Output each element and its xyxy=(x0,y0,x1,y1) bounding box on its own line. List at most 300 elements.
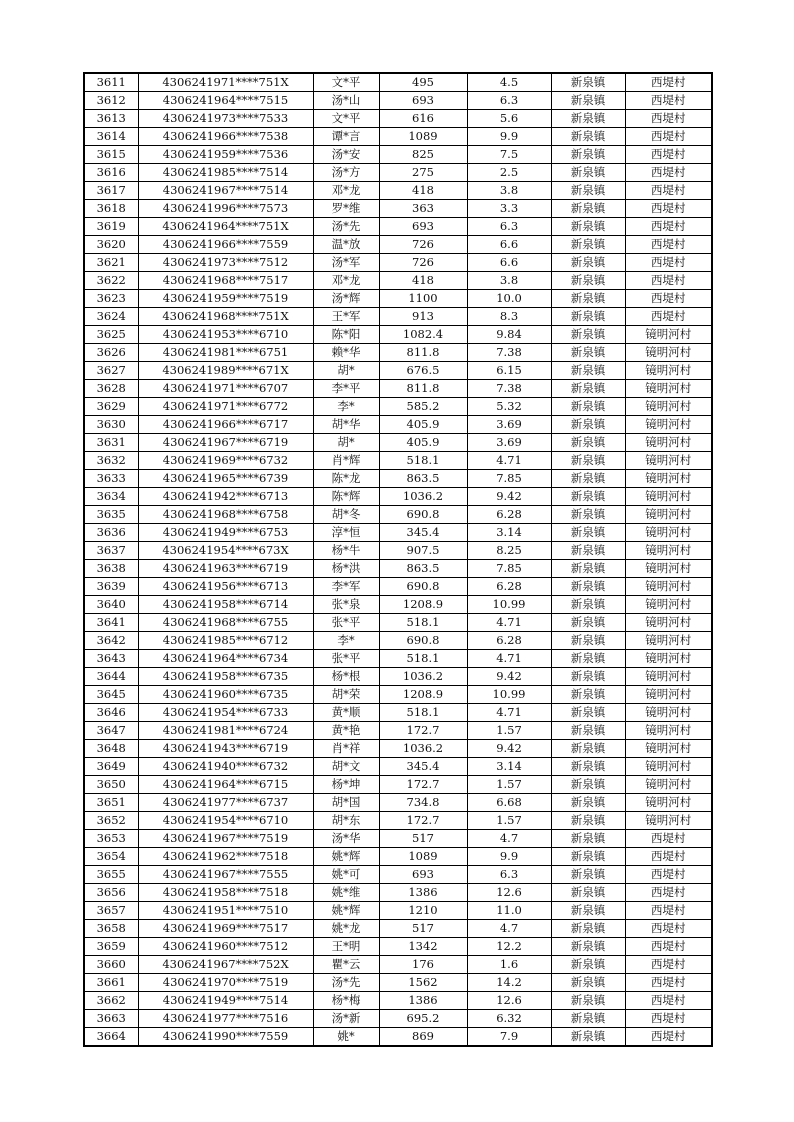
cell-person-name: 文*平 xyxy=(313,110,379,128)
cell-person-name: 杨*坤 xyxy=(313,776,379,794)
cell-person-name: 王*明 xyxy=(313,938,379,956)
cell-amount: 1208.9 xyxy=(379,686,467,704)
cell-village: 镜明河村 xyxy=(625,686,712,704)
cell-quantity: 4.71 xyxy=(467,452,551,470)
cell-person-name: 黄*顺 xyxy=(313,704,379,722)
table-row xyxy=(84,344,712,362)
cell-row-number: 3644 xyxy=(84,668,138,686)
cell-town: 新泉镇 xyxy=(551,200,625,218)
cell-amount: 690.8 xyxy=(379,506,467,524)
cell-village: 西堤村 xyxy=(625,992,712,1010)
cell-village: 西堤村 xyxy=(625,73,712,92)
table-row xyxy=(84,326,712,344)
cell-row-number: 3662 xyxy=(84,992,138,1010)
table-row xyxy=(84,110,712,128)
cell-id-number: 4306241958****6714 xyxy=(138,596,313,614)
cell-amount: 1208.9 xyxy=(379,596,467,614)
cell-quantity: 3.69 xyxy=(467,434,551,452)
cell-town: 新泉镇 xyxy=(551,416,625,434)
cell-person-name: 汤*山 xyxy=(313,92,379,110)
cell-village: 西堤村 xyxy=(625,290,712,308)
cell-person-name: 胡* xyxy=(313,362,379,380)
cell-id-number: 4306241968****7517 xyxy=(138,272,313,290)
cell-person-name: 杨*牛 xyxy=(313,542,379,560)
cell-quantity: 9.42 xyxy=(467,668,551,686)
cell-quantity: 10.0 xyxy=(467,290,551,308)
cell-person-name: 胡*东 xyxy=(313,812,379,830)
cell-town: 新泉镇 xyxy=(551,560,625,578)
table-row xyxy=(84,920,712,938)
cell-amount: 518.1 xyxy=(379,452,467,470)
cell-amount: 1036.2 xyxy=(379,668,467,686)
cell-row-number: 3636 xyxy=(84,524,138,542)
cell-village: 镜明河村 xyxy=(625,614,712,632)
cell-village: 镜明河村 xyxy=(625,416,712,434)
cell-town: 新泉镇 xyxy=(551,164,625,182)
cell-amount: 1036.2 xyxy=(379,740,467,758)
cell-village: 镜明河村 xyxy=(625,542,712,560)
cell-person-name: 胡* xyxy=(313,434,379,452)
cell-person-name: 张*平 xyxy=(313,614,379,632)
cell-village: 镜明河村 xyxy=(625,488,712,506)
cell-quantity: 4.71 xyxy=(467,614,551,632)
table-row xyxy=(84,470,712,488)
cell-row-number: 3632 xyxy=(84,452,138,470)
cell-person-name: 文*平 xyxy=(313,73,379,92)
cell-person-name: 姚*辉 xyxy=(313,902,379,920)
cell-town: 新泉镇 xyxy=(551,776,625,794)
cell-id-number: 4306241968****6758 xyxy=(138,506,313,524)
cell-amount: 693 xyxy=(379,218,467,236)
cell-town: 新泉镇 xyxy=(551,812,625,830)
cell-id-number: 4306241942****6713 xyxy=(138,488,313,506)
table-row xyxy=(84,632,712,650)
cell-id-number: 4306241966****6717 xyxy=(138,416,313,434)
cell-town: 新泉镇 xyxy=(551,974,625,992)
cell-person-name: 陈*龙 xyxy=(313,470,379,488)
cell-village: 镜明河村 xyxy=(625,758,712,776)
cell-person-name: 李* xyxy=(313,398,379,416)
cell-id-number: 4306241969****7517 xyxy=(138,920,313,938)
cell-person-name: 胡*荣 xyxy=(313,686,379,704)
cell-row-number: 3616 xyxy=(84,164,138,182)
cell-amount: 172.7 xyxy=(379,722,467,740)
cell-town: 新泉镇 xyxy=(551,938,625,956)
cell-row-number: 3617 xyxy=(84,182,138,200)
cell-person-name: 姚*辉 xyxy=(313,848,379,866)
cell-town: 新泉镇 xyxy=(551,470,625,488)
cell-row-number: 3642 xyxy=(84,632,138,650)
cell-town: 新泉镇 xyxy=(551,308,625,326)
table-row xyxy=(84,146,712,164)
cell-village: 镜明河村 xyxy=(625,524,712,542)
cell-village: 西堤村 xyxy=(625,830,712,848)
cell-amount: 1089 xyxy=(379,128,467,146)
cell-person-name: 姚*龙 xyxy=(313,920,379,938)
cell-id-number: 4306241977****7516 xyxy=(138,1010,313,1028)
cell-town: 新泉镇 xyxy=(551,632,625,650)
cell-row-number: 3625 xyxy=(84,326,138,344)
cell-village: 镜明河村 xyxy=(625,740,712,758)
cell-amount: 913 xyxy=(379,308,467,326)
table-row xyxy=(84,866,712,884)
cell-id-number: 4306241959****7519 xyxy=(138,290,313,308)
cell-row-number: 3630 xyxy=(84,416,138,434)
cell-row-number: 3611 xyxy=(84,73,138,92)
cell-village: 镜明河村 xyxy=(625,578,712,596)
cell-town: 新泉镇 xyxy=(551,73,625,92)
cell-town: 新泉镇 xyxy=(551,920,625,938)
cell-quantity: 9.84 xyxy=(467,326,551,344)
cell-quantity: 3.69 xyxy=(467,416,551,434)
cell-quantity: 8.3 xyxy=(467,308,551,326)
cell-town: 新泉镇 xyxy=(551,92,625,110)
cell-town: 新泉镇 xyxy=(551,524,625,542)
cell-amount: 418 xyxy=(379,272,467,290)
cell-id-number: 4306241951****7510 xyxy=(138,902,313,920)
table-row xyxy=(84,722,712,740)
cell-person-name: 姚* xyxy=(313,1028,379,1047)
cell-id-number: 4306241960****7512 xyxy=(138,938,313,956)
cell-amount: 863.5 xyxy=(379,560,467,578)
cell-amount: 176 xyxy=(379,956,467,974)
cell-amount: 690.8 xyxy=(379,578,467,596)
cell-amount: 345.4 xyxy=(379,758,467,776)
cell-id-number: 4306241973****7512 xyxy=(138,254,313,272)
cell-id-number: 4306241967****752X xyxy=(138,956,313,974)
cell-amount: 518.1 xyxy=(379,704,467,722)
cell-village: 镜明河村 xyxy=(625,596,712,614)
cell-town: 新泉镇 xyxy=(551,848,625,866)
cell-quantity: 7.38 xyxy=(467,380,551,398)
cell-village: 西堤村 xyxy=(625,956,712,974)
cell-village: 西堤村 xyxy=(625,1028,712,1047)
cell-town: 新泉镇 xyxy=(551,380,625,398)
cell-village: 镜明河村 xyxy=(625,668,712,686)
table-row xyxy=(84,560,712,578)
table-row xyxy=(84,200,712,218)
cell-row-number: 3654 xyxy=(84,848,138,866)
cell-town: 新泉镇 xyxy=(551,830,625,848)
cell-id-number: 4306241954****6733 xyxy=(138,704,313,722)
cell-village: 西堤村 xyxy=(625,254,712,272)
cell-id-number: 4306241954****673X xyxy=(138,542,313,560)
table-row xyxy=(84,830,712,848)
cell-quantity: 4.7 xyxy=(467,830,551,848)
cell-row-number: 3658 xyxy=(84,920,138,938)
cell-quantity: 6.32 xyxy=(467,1010,551,1028)
cell-row-number: 3620 xyxy=(84,236,138,254)
cell-row-number: 3653 xyxy=(84,830,138,848)
cell-village: 西堤村 xyxy=(625,884,712,902)
cell-person-name: 谭*言 xyxy=(313,128,379,146)
table-row xyxy=(84,488,712,506)
cell-village: 西堤村 xyxy=(625,92,712,110)
cell-village: 镜明河村 xyxy=(625,704,712,722)
cell-amount: 811.8 xyxy=(379,344,467,362)
cell-quantity: 5.6 xyxy=(467,110,551,128)
cell-quantity: 4.71 xyxy=(467,650,551,668)
cell-row-number: 3646 xyxy=(84,704,138,722)
cell-town: 新泉镇 xyxy=(551,578,625,596)
cell-row-number: 3634 xyxy=(84,488,138,506)
cell-person-name: 陈*阳 xyxy=(313,326,379,344)
cell-person-name: 姚*可 xyxy=(313,866,379,884)
cell-town: 新泉镇 xyxy=(551,884,625,902)
cell-person-name: 汤*新 xyxy=(313,1010,379,1028)
cell-quantity: 6.15 xyxy=(467,362,551,380)
cell-person-name: 瞿*云 xyxy=(313,956,379,974)
cell-id-number: 4306241967****7519 xyxy=(138,830,313,848)
cell-quantity: 6.3 xyxy=(467,866,551,884)
cell-village: 西堤村 xyxy=(625,272,712,290)
cell-row-number: 3649 xyxy=(84,758,138,776)
cell-town: 新泉镇 xyxy=(551,1010,625,1028)
cell-id-number: 4306241989****671X xyxy=(138,362,313,380)
cell-person-name: 汤*先 xyxy=(313,218,379,236)
cell-town: 新泉镇 xyxy=(551,704,625,722)
cell-amount: 695.2 xyxy=(379,1010,467,1028)
cell-row-number: 3619 xyxy=(84,218,138,236)
cell-town: 新泉镇 xyxy=(551,1028,625,1047)
cell-row-number: 3627 xyxy=(84,362,138,380)
cell-id-number: 4306241953****6710 xyxy=(138,326,313,344)
cell-quantity: 3.14 xyxy=(467,758,551,776)
cell-quantity: 6.3 xyxy=(467,92,551,110)
table-row xyxy=(84,542,712,560)
cell-person-name: 李* xyxy=(313,632,379,650)
table-row xyxy=(84,290,712,308)
cell-id-number: 4306241977****6737 xyxy=(138,794,313,812)
cell-person-name: 邓*龙 xyxy=(313,272,379,290)
cell-village: 镜明河村 xyxy=(625,650,712,668)
cell-village: 西堤村 xyxy=(625,182,712,200)
cell-row-number: 3613 xyxy=(84,110,138,128)
cell-amount: 518.1 xyxy=(379,614,467,632)
cell-row-number: 3652 xyxy=(84,812,138,830)
cell-town: 新泉镇 xyxy=(551,344,625,362)
cell-quantity: 12.2 xyxy=(467,938,551,956)
cell-id-number: 4306241956****6713 xyxy=(138,578,313,596)
cell-town: 新泉镇 xyxy=(551,758,625,776)
cell-quantity: 1.57 xyxy=(467,722,551,740)
cell-town: 新泉镇 xyxy=(551,542,625,560)
cell-person-name: 张*泉 xyxy=(313,596,379,614)
cell-village: 西堤村 xyxy=(625,974,712,992)
cell-person-name: 黄*艳 xyxy=(313,722,379,740)
cell-row-number: 3614 xyxy=(84,128,138,146)
cell-village: 镜明河村 xyxy=(625,434,712,452)
table-row xyxy=(84,992,712,1010)
cell-id-number: 4306241970****7519 xyxy=(138,974,313,992)
cell-person-name: 汤*辉 xyxy=(313,290,379,308)
table-row xyxy=(84,740,712,758)
cell-village: 西堤村 xyxy=(625,218,712,236)
cell-quantity: 9.9 xyxy=(467,848,551,866)
table-row xyxy=(84,92,712,110)
cell-town: 新泉镇 xyxy=(551,596,625,614)
cell-row-number: 3640 xyxy=(84,596,138,614)
cell-quantity: 6.6 xyxy=(467,254,551,272)
cell-town: 新泉镇 xyxy=(551,236,625,254)
cell-id-number: 4306241964****7515 xyxy=(138,92,313,110)
cell-village: 西堤村 xyxy=(625,146,712,164)
cell-amount: 1210 xyxy=(379,902,467,920)
cell-quantity: 3.8 xyxy=(467,182,551,200)
table-row xyxy=(84,272,712,290)
table-row xyxy=(84,182,712,200)
table-row xyxy=(84,614,712,632)
cell-quantity: 5.32 xyxy=(467,398,551,416)
table-row xyxy=(84,506,712,524)
table-row xyxy=(84,938,712,956)
cell-town: 新泉镇 xyxy=(551,272,625,290)
cell-row-number: 3635 xyxy=(84,506,138,524)
cell-village: 镜明河村 xyxy=(625,470,712,488)
table-row xyxy=(84,128,712,146)
cell-amount: 1386 xyxy=(379,992,467,1010)
cell-amount: 1082.4 xyxy=(379,326,467,344)
cell-quantity: 3.3 xyxy=(467,200,551,218)
cell-amount: 690.8 xyxy=(379,632,467,650)
table-row xyxy=(84,164,712,182)
table-row xyxy=(84,416,712,434)
cell-row-number: 3647 xyxy=(84,722,138,740)
cell-village: 镜明河村 xyxy=(625,362,712,380)
cell-amount: 363 xyxy=(379,200,467,218)
cell-id-number: 4306241964****6734 xyxy=(138,650,313,668)
cell-person-name: 淳*恒 xyxy=(313,524,379,542)
cell-village: 镜明河村 xyxy=(625,776,712,794)
cell-amount: 405.9 xyxy=(379,416,467,434)
table-row xyxy=(84,884,712,902)
cell-id-number: 4306241985****6712 xyxy=(138,632,313,650)
cell-town: 新泉镇 xyxy=(551,452,625,470)
cell-village: 西堤村 xyxy=(625,902,712,920)
cell-row-number: 3651 xyxy=(84,794,138,812)
cell-quantity: 11.0 xyxy=(467,902,551,920)
cell-amount: 418 xyxy=(379,182,467,200)
cell-id-number: 4306241985****7514 xyxy=(138,164,313,182)
cell-town: 新泉镇 xyxy=(551,290,625,308)
cell-village: 镜明河村 xyxy=(625,506,712,524)
cell-row-number: 3628 xyxy=(84,380,138,398)
cell-amount: 616 xyxy=(379,110,467,128)
cell-amount: 1562 xyxy=(379,974,467,992)
cell-person-name: 陈*辉 xyxy=(313,488,379,506)
table-row xyxy=(84,254,712,272)
cell-id-number: 4306241949****7514 xyxy=(138,992,313,1010)
cell-town: 新泉镇 xyxy=(551,488,625,506)
cell-amount: 676.5 xyxy=(379,362,467,380)
cell-id-number: 4306241967****6719 xyxy=(138,434,313,452)
cell-village: 西堤村 xyxy=(625,308,712,326)
cell-person-name: 汤*华 xyxy=(313,830,379,848)
table-row xyxy=(84,308,712,326)
cell-town: 新泉镇 xyxy=(551,614,625,632)
cell-person-name: 王*军 xyxy=(313,308,379,326)
table-row xyxy=(84,956,712,974)
table-row xyxy=(84,452,712,470)
cell-quantity: 12.6 xyxy=(467,992,551,1010)
cell-quantity: 6.28 xyxy=(467,506,551,524)
cell-quantity: 9.42 xyxy=(467,488,551,506)
cell-person-name: 邓*龙 xyxy=(313,182,379,200)
cell-amount: 517 xyxy=(379,920,467,938)
cell-amount: 1342 xyxy=(379,938,467,956)
cell-person-name: 肖*辉 xyxy=(313,452,379,470)
cell-town: 新泉镇 xyxy=(551,146,625,164)
cell-amount: 275 xyxy=(379,164,467,182)
table-row xyxy=(84,686,712,704)
cell-amount: 907.5 xyxy=(379,542,467,560)
cell-row-number: 3639 xyxy=(84,578,138,596)
cell-quantity: 3.8 xyxy=(467,272,551,290)
cell-town: 新泉镇 xyxy=(551,722,625,740)
cell-quantity: 6.68 xyxy=(467,794,551,812)
cell-quantity: 1.57 xyxy=(467,776,551,794)
cell-quantity: 8.25 xyxy=(467,542,551,560)
cell-village: 镜明河村 xyxy=(625,398,712,416)
cell-quantity: 3.14 xyxy=(467,524,551,542)
cell-person-name: 胡*冬 xyxy=(313,506,379,524)
cell-person-name: 杨*根 xyxy=(313,668,379,686)
cell-village: 西堤村 xyxy=(625,920,712,938)
cell-village: 西堤村 xyxy=(625,938,712,956)
table-row xyxy=(84,73,712,92)
cell-id-number: 4306241960****6735 xyxy=(138,686,313,704)
cell-amount: 693 xyxy=(379,92,467,110)
cell-town: 新泉镇 xyxy=(551,506,625,524)
cell-amount: 172.7 xyxy=(379,776,467,794)
cell-amount: 1036.2 xyxy=(379,488,467,506)
cell-village: 西堤村 xyxy=(625,110,712,128)
cell-quantity: 6.6 xyxy=(467,236,551,254)
cell-quantity: 4.5 xyxy=(467,73,551,92)
cell-row-number: 3657 xyxy=(84,902,138,920)
cell-amount: 863.5 xyxy=(379,470,467,488)
cell-id-number: 4306241959****7536 xyxy=(138,146,313,164)
cell-amount: 726 xyxy=(379,254,467,272)
cell-village: 西堤村 xyxy=(625,236,712,254)
cell-village: 镜明河村 xyxy=(625,452,712,470)
table-row xyxy=(84,650,712,668)
cell-id-number: 4306241967****7555 xyxy=(138,866,313,884)
cell-person-name: 杨*洪 xyxy=(313,560,379,578)
cell-person-name: 李*军 xyxy=(313,578,379,596)
cell-village: 镜明河村 xyxy=(625,344,712,362)
cell-town: 新泉镇 xyxy=(551,434,625,452)
cell-person-name: 姚*维 xyxy=(313,884,379,902)
cell-row-number: 3615 xyxy=(84,146,138,164)
cell-person-name: 温*放 xyxy=(313,236,379,254)
cell-row-number: 3623 xyxy=(84,290,138,308)
cell-town: 新泉镇 xyxy=(551,866,625,884)
cell-town: 新泉镇 xyxy=(551,182,625,200)
cell-village: 镜明河村 xyxy=(625,794,712,812)
cell-row-number: 3633 xyxy=(84,470,138,488)
cell-amount: 345.4 xyxy=(379,524,467,542)
cell-person-name: 汤*方 xyxy=(313,164,379,182)
cell-village: 镜明河村 xyxy=(625,326,712,344)
cell-quantity: 10.99 xyxy=(467,686,551,704)
cell-quantity: 4.7 xyxy=(467,920,551,938)
cell-town: 新泉镇 xyxy=(551,992,625,1010)
cell-village: 镜明河村 xyxy=(625,380,712,398)
cell-town: 新泉镇 xyxy=(551,218,625,236)
cell-id-number: 4306241940****6732 xyxy=(138,758,313,776)
table-row xyxy=(84,902,712,920)
